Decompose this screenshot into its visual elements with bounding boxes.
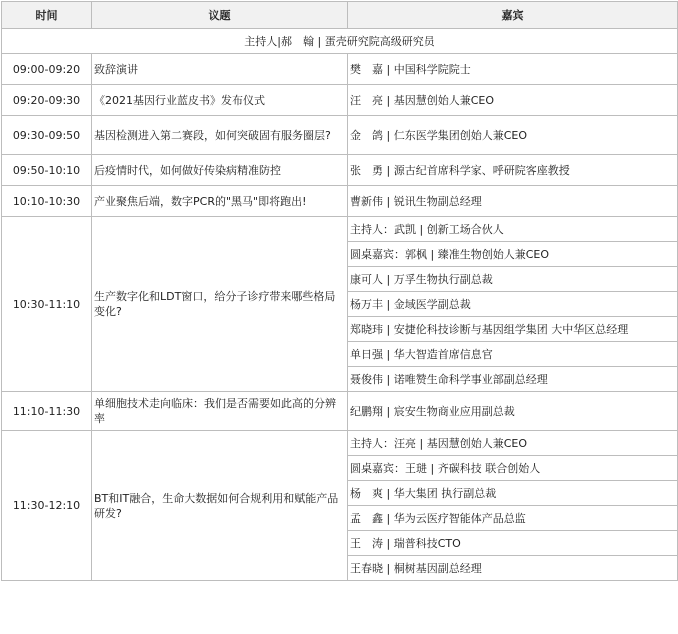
session-guest: 杨 爽 | 华大集团 执行副总裁 (348, 481, 678, 506)
header-time: 时间 (2, 2, 92, 29)
session-time: 11:10-11:30 (2, 392, 92, 431)
table-row (2, 431, 678, 456)
table-row (2, 54, 678, 85)
session-topic: 《2021基因行业蓝皮书》发布仪式 (92, 85, 348, 116)
session-guest: 郑晓玮 | 安捷伦科技诊断与基因组学集团 大中华区总经理 (348, 317, 678, 342)
session-guest: 汪 亮 | 基因慧创始人兼CEO (348, 85, 678, 116)
session-time: 10:10-10:30 (2, 186, 92, 217)
table-row (2, 217, 678, 242)
session-guest: 主持人：汪亮 | 基因慧创始人兼CEO (348, 431, 678, 456)
table-row (2, 186, 678, 217)
session-guest: 孟 鑫 | 华为云医疗智能体产品总监 (348, 506, 678, 531)
session-guest: 曹新伟 | 锐讯生物副总经理 (348, 186, 678, 217)
session-guest: 聂俊伟 | 诺唯赞生命科学事业部副总经理 (348, 367, 678, 392)
session-guest: 圆桌嘉宾：郭枫 | 臻准生物创始人兼CEO (348, 242, 678, 267)
session-guest: 单日强 | 华大智造首席信息官 (348, 342, 678, 367)
session-time: 10:30-11:10 (2, 217, 92, 392)
session-topic: 后疫情时代，如何做好传染病精准防控 (92, 155, 348, 186)
session-topic: 致辞演讲 (92, 54, 348, 85)
session-guest: 杨万丰 | 金域医学副总裁 (348, 292, 678, 317)
session-guest: 张 勇 | 源古纪首席科学家、呼研院客座教授 (348, 155, 678, 186)
table-row (2, 116, 678, 155)
session-guest: 主持人：武凯 | 创新工场合伙人 (348, 217, 678, 242)
table-row (2, 85, 678, 116)
session-topic: 产业聚焦后端，数字PCR的"黑马"即将跑出! (92, 186, 348, 217)
session-topic: 基因检测进入第二赛段，如何突破固有服务圈层? (92, 116, 348, 155)
header-row (2, 2, 678, 29)
session-time: 09:20-09:30 (2, 85, 92, 116)
host-line: 主持人|郝 翰 | 蛋壳研究院高级研究员 (2, 29, 678, 54)
session-topic: 生产数字化和LDT窗口，给分子诊疗带来哪些格局变化? (92, 217, 348, 392)
session-guest: 圆桌嘉宾：王琎 | 齐碳科技 联合创始人 (348, 456, 678, 481)
host-row (2, 29, 678, 54)
session-topic: 单细胞技术走向临床：我们是否需要如此高的分辨率 (92, 392, 348, 431)
session-guest: 康可人 | 万孚生物执行副总裁 (348, 267, 678, 292)
session-topic: BT和IT融合，生命大数据如何合规利用和赋能产品研发? (92, 431, 348, 581)
session-time: 09:00-09:20 (2, 54, 92, 85)
table-row (2, 392, 678, 431)
session-guest: 金 鸽 | 仁东医学集团创始人兼CEO (348, 116, 678, 155)
session-guest: 樊 嘉 | 中国科学院院士 (348, 54, 678, 85)
session-time: 11:30-12:10 (2, 431, 92, 581)
session-time: 09:30-09:50 (2, 116, 92, 155)
header-guest: 嘉宾 (348, 2, 678, 29)
header-topic: 议题 (92, 2, 348, 29)
session-guest: 王春晓 | 桐树基因副总经理 (348, 556, 678, 581)
table-row (2, 155, 678, 186)
agenda-table (1, 1, 678, 581)
session-guest: 王 涛 | 瑞普科技CTO (348, 531, 678, 556)
session-time: 09:50-10:10 (2, 155, 92, 186)
session-guest: 纪鹏翔 | 宸安生物商业应用副总裁 (348, 392, 678, 431)
